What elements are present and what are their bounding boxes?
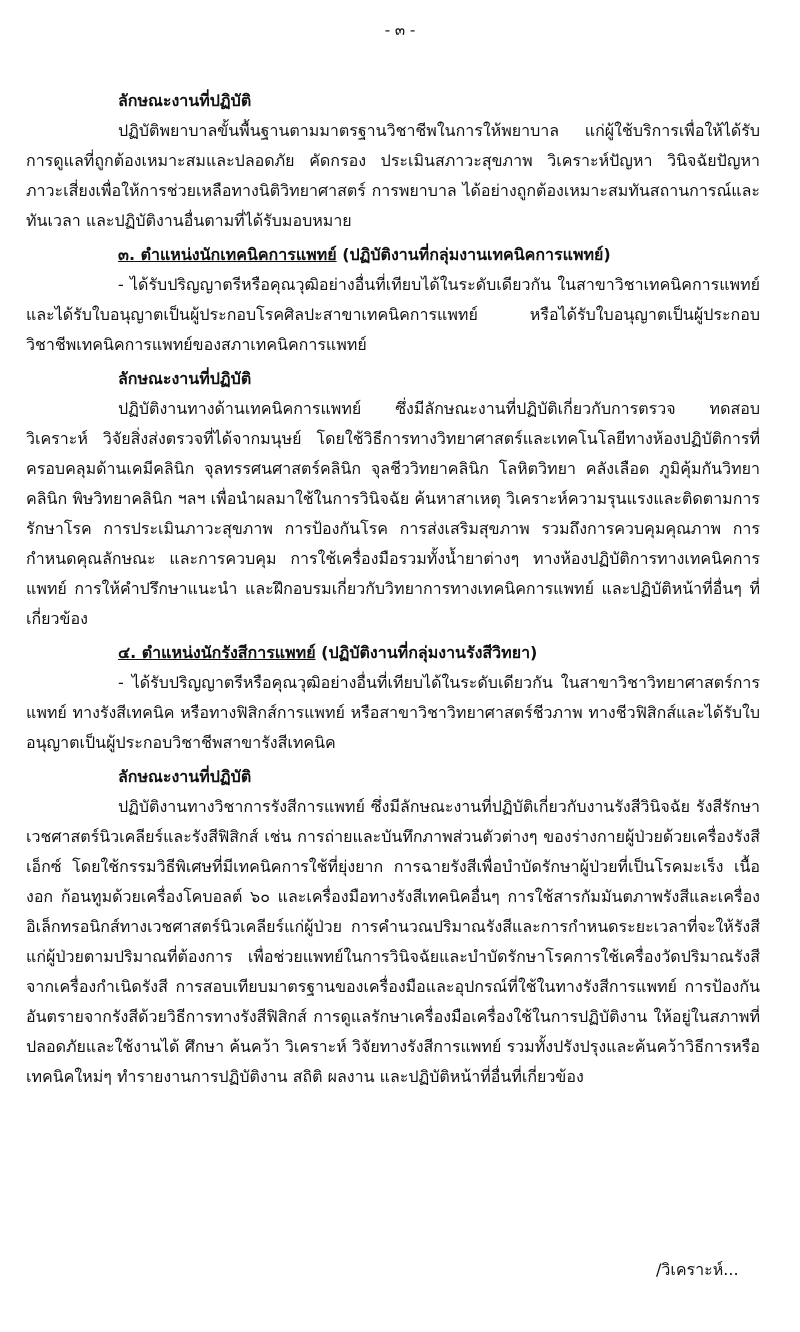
section-duties-3 — [26, 762, 760, 1092]
position-title: ๔. ตำแหน่งนักรังสีการแพทย์ — [118, 643, 316, 662]
position-title: ๓. ตำแหน่งนักเทคนิคการแพทย์ — [118, 245, 337, 264]
continuation-footer: /วิเคราะห์... — [656, 1260, 739, 1279]
section-paragraph: ปฏิบัติงานทางด้านเทคนิคการแพทย์ ซึ่งมีลักษณะงานที่ปฏิบัติเกี่ยวกับการตรวจ ทดสอบ วิเคราะห์ วิจัยสิ่งส่งตรวจที่ได้จากมนุษย์ โดยใช้วิธีการทางวิทยาศาสตร์และเทคโนโลยีทางห้องปฏิบัติการที่ครอบคลุมด้านเคมีคลินิก จุลทรรศนศาสตร์คลินิก จุลชีววิทยาคลินิก โลหิตวิทยา คลังเลือด ภูมิคุ้มกันวิทยาคลินิก พิษวิทยาคลินิก ฯลฯ เพื่อนำผลมาใช้ในการวินิจฉัย ค้นหาสาเหตุ วิเคราะห์ความรุนแรงและติดตามการรักษาโรค การประเมินภาวะสุขภาพ การป้องกันโรค การส่งเสริมสุขภาพ รวมถึงการควบคุมคุณภาพ การกำหนดคุณลักษณะ และการควบคุม การใช้เครื่องมือรวมทั้งน้ำยาต่างๆ ทางห้องปฏิบัติการทางเทคนิคการแพทย์ การให้คำปรึกษาแนะนำ และฝึกอบรมเกี่ยวกับวิทยาการทางเทคนิคการแพทย์ และปฏิบัติหน้าที่อื่นๆ ที่เกี่ยวข้อง — [26, 399, 760, 628]
position-heading — [118, 240, 760, 270]
section-position-3 — [26, 240, 760, 360]
section-heading: ลักษณะงานที่ปฏิบัติ — [118, 369, 252, 388]
section-duties-1 — [26, 86, 760, 236]
section-paragraph: ปฏิบัติงานทางวิชาการรังสีการแพทย์ ซึ่งมีลักษณะงานที่ปฏิบัติเกี่ยวกับงานรังสีวินิจฉัย รังสีรักษาเวชศาสตร์นิวเคลียร์และรังสีฟิสิกส์ เช่น การถ่ายและบันทึกภาพส่วนตัวต่างๆ ของร่างกายผู้ป่วยด้วยเครื่องรังสีเอ็กซ์ โดยใช้กรรมวิธีพิเศษที่มีเทคนิคการใช้ที่ยุ่งยาก การฉายรังสีเพื่อบำบัดรักษาผู้ป่วยที่เป็นโรคมะเร็ง เนื้องอก ก้อนทูมด้วยเครื่องโคบอลต์ ๖๐ และเครื่องมือทางรังสีเทคนิคอื่นๆ การใช้สารกัมมันตภาพรังสีและเครื่องอิเล็กทรอนิกส์ทางเวชศาสตร์นิวเคลียร์แก่ผู้ป่วย การคำนวณปริมาณรังสีและการกำหนดระยะเวลาที่จะให้รังสีแก่ผู้ป่วยตามปริมาณที่ต้องการ เพื่อช่วยแพทย์ในการวินิจฉัยและบำบัดรักษาโรคการใช้เครื่องวัดปริมาณรังสีจากเครื่องกำเนิดรังสี การสอบเทียบมาตรฐานของเครื่องมือและอุปกรณ์ที่ใช้ในทางรังสีการแพทย์ การป้องกันอันตรายจากรังสีด้วยวิธีการทางรังสีฟิสิกส์ การดูแลรักษาเครื่องมือเครื่องใช้ในการปฏิบัติงาน ให้อยู่ในสภาพที่ปลอดภัยและใช้งานได้ ศึกษา ค้นคว้า วิเคราะห์ วิจัยทางรังสีการแพทย์ รวมทั้งปรังปรุงและค้นคว้าวิธีการหรือเทคนิคใหม่ๆ ทำรายงานการปฏิบัติงาน สถิติ ผลงาน และปฏิบัติหน้าที่อื่นที่เกี่ยวข้อง — [26, 797, 760, 1086]
page-number: - ๓ - — [384, 21, 416, 39]
section-position-4 — [26, 638, 760, 758]
position-department: (ปฏิบัติงานที่กลุ่มงานรังสีวิทยา) — [321, 643, 538, 662]
section-paragraph: - ได้รับปริญญาตรีหรือคุณวุฒิอย่างอื่นที่เทียบได้ในระดับเดียวกัน ในสาขาวิชาวิทยาศาสตร์การแพทย์ ทางรังสีเทคนิค หรือทางฟิสิกส์การแพทย์ หรือสาขาวิชาวิทยาศาสตร์ชีวภาพ ทางชีวฟิสิกส์และได้รับใบอนุญาตเป็นผู้ประกอบวิชาชีพสาขารังสีเทคนิค — [26, 673, 760, 752]
position-heading — [118, 638, 760, 668]
section-paragraph: - ได้รับปริญญาตรีหรือคุณวุฒิอย่างอื่นที่เทียบได้ในระดับเดียวกัน ในสาขาวิชาเทคนิคการแพทย์ และได้รับใบอนุญาตเป็นผู้ประกอบโรคศิลปะสาขาเทคนิคการแพทย์ หรือได้รับใบอนุญาตเป็นผู้ประกอบวิชาชีพเทคนิคการแพทย์ของสภาเทคนิคการแพทย์ — [26, 275, 760, 354]
section-duties-2 — [26, 364, 760, 634]
position-department: (ปฏิบัติงานที่กลุ่มงานเทคนิคการแพทย์) — [342, 245, 611, 264]
section-heading: ลักษณะงานที่ปฏิบัติ — [118, 767, 252, 786]
section-paragraph: ปฏิบัติพยาบาลขั้นพื้นฐานตามมาตรฐานวิชาชีพในการให้พยาบาล แก่ผู้ใช้บริการเพื่อให้ได้รับการดูแลที่ถูกต้องเหมาะสมและปลอดภัย คัดกรอง ประเมินสภาวะสุขภาพ วิเคราะห์ปัญหา วินิจฉัยปัญหา ภาวะเสี่ยงเพื่อให้การช่วยเหลือทางนิติวิทยาศาสตร์ การพยาบาล ได้อย่างถูกต้องเหมาะสมทันสถานการณ์และทันเวลา และปฏิบัติงานอื่นตามที่ได้รับมอบหมาย — [26, 121, 760, 230]
section-heading: ลักษณะงานที่ปฏิบัติ — [118, 91, 252, 110]
